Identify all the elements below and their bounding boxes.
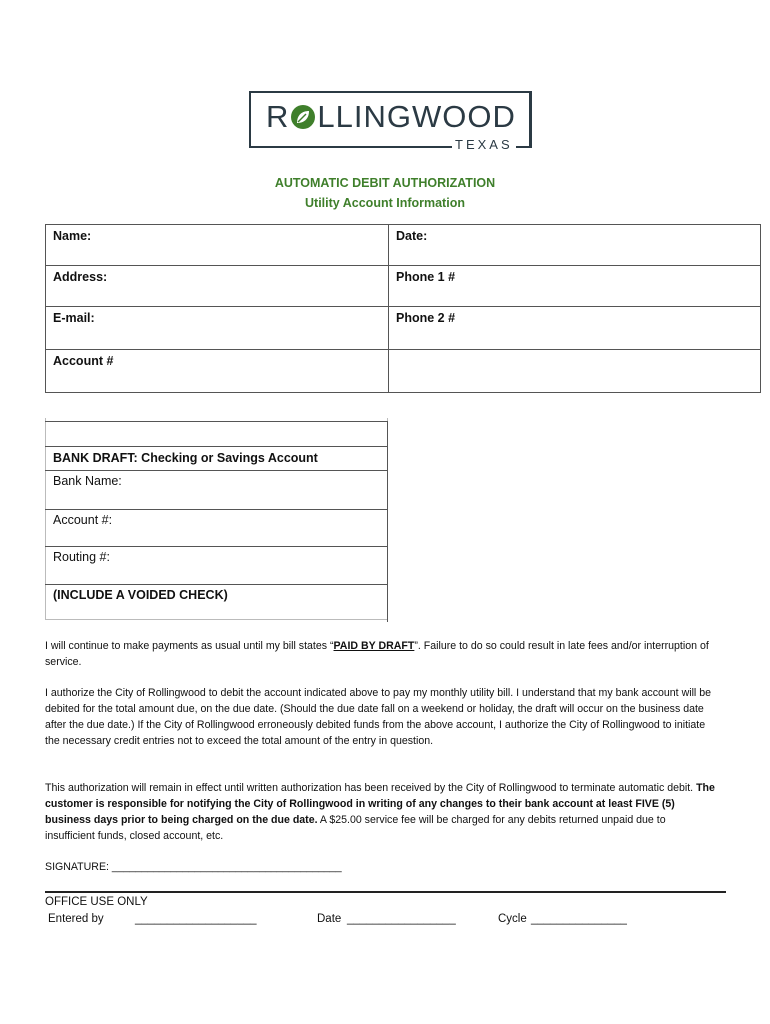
phone1-field[interactable] xyxy=(389,266,761,307)
routing-field[interactable] xyxy=(45,547,388,585)
table-row xyxy=(46,266,761,307)
date-label: Date: xyxy=(396,229,428,243)
signature-line[interactable] xyxy=(45,859,715,875)
account-number-field[interactable] xyxy=(46,350,389,393)
bank-account-field[interactable] xyxy=(45,510,388,547)
address-field[interactable] xyxy=(46,266,389,307)
bank-name-field[interactable] xyxy=(45,471,388,510)
name-label: Name: xyxy=(53,229,92,243)
logo-word-end: LLINGWOOD xyxy=(317,99,516,134)
address-label: Address: xyxy=(53,270,108,284)
bank-name-label: Bank Name: xyxy=(53,474,122,488)
table-row xyxy=(45,447,388,471)
logo-word-start: R xyxy=(266,99,290,134)
logo xyxy=(266,99,516,135)
terms-text: This authorization will remain in effect until written authorization has been received by the City of Rollingwood to terminate automatic debit. xyxy=(45,782,697,794)
table-row xyxy=(46,307,761,350)
terms-text-end: A $25.00 service fee will be charged for any debits returned unpaid due to insufficient funds, closed account, etc. xyxy=(45,814,666,842)
table-row xyxy=(45,422,388,447)
phone2-field[interactable] xyxy=(389,307,761,350)
blank-cell[interactable] xyxy=(389,350,761,393)
terms-bold-text: The customer is responsible for notifying the City of Rollingwood in writing of any changes to their bank account at least FIVE (5) business days prior to being charged on the due date. xyxy=(45,782,715,826)
table-row xyxy=(45,471,388,510)
table-row xyxy=(45,547,388,585)
payment-notice-text: I will continue to make payments as usual until my bill states “ xyxy=(45,640,334,652)
table-row xyxy=(46,350,761,393)
logo-underline xyxy=(249,146,449,148)
account-info-table xyxy=(45,224,761,393)
account-number-label: Account # xyxy=(53,354,114,368)
cycle-line[interactable]: _______________ xyxy=(531,913,627,925)
date-field[interactable] xyxy=(389,225,761,266)
form-subtitle: Utility Account Information xyxy=(305,196,465,210)
form-title: AUTOMATIC DEBIT AUTHORIZATION xyxy=(274,176,496,190)
phone2-label: Phone 2 # xyxy=(396,311,456,325)
office-use-heading: OFFICE USE ONLY xyxy=(45,896,148,908)
office-date-line[interactable]: _________________ xyxy=(347,913,456,925)
table-row xyxy=(46,225,761,266)
email-label: E-mail: xyxy=(53,311,95,325)
table-row xyxy=(45,585,388,623)
paid-by-draft-text: PAID BY DRAFT xyxy=(333,640,415,652)
payment-notice-paragraph xyxy=(45,638,715,670)
phone1-label: Phone 1 # xyxy=(396,270,456,284)
bank-draft-table xyxy=(45,421,388,622)
payment-notice-text-end: ”. Failure to do so could result in late fees and/or interruption of service. xyxy=(45,640,709,668)
bank-blank-row xyxy=(45,422,388,447)
logo-frame-right-edge xyxy=(529,91,532,148)
terms-paragraph xyxy=(45,780,715,844)
bank-account-label: Account #: xyxy=(53,513,113,527)
name-field[interactable] xyxy=(46,225,389,266)
office-date-label: Date xyxy=(317,913,342,925)
bank-draft-heading: BANK DRAFT: Checking or Savings Account xyxy=(45,447,388,471)
office-divider xyxy=(45,891,726,893)
voided-check-note: (INCLUDE A VOIDED CHECK) xyxy=(45,585,388,623)
table-row xyxy=(45,510,388,547)
entered-by-line[interactable]: ___________________ xyxy=(135,913,257,925)
cycle-label: Cycle xyxy=(498,913,527,925)
authorization-paragraph: I authorize the City of Rollingwood to debit the account indicated above to pay my monthly utility bill. I understand that my bank account will be debited for the total amount due, on the due date. (Should the due date fall on a weekend or holiday, the draft will occur on the business date after the due date.) If the City of Rollingwood erroneously debited funds from the above account, I authorize the City of Rollingwood to initiate the necessary credit entries not to exceed the total amount of the entry in question. xyxy=(45,687,712,747)
signature-blank: _______________________________________ xyxy=(111,861,342,873)
logo-subtitle: TEXAS xyxy=(452,137,516,152)
routing-label: Routing #: xyxy=(53,550,110,564)
signature-label: SIGNATURE: xyxy=(45,861,109,873)
leaf-icon xyxy=(290,104,316,130)
entered-by-label: Entered by xyxy=(48,913,104,925)
email-field[interactable] xyxy=(46,307,389,350)
